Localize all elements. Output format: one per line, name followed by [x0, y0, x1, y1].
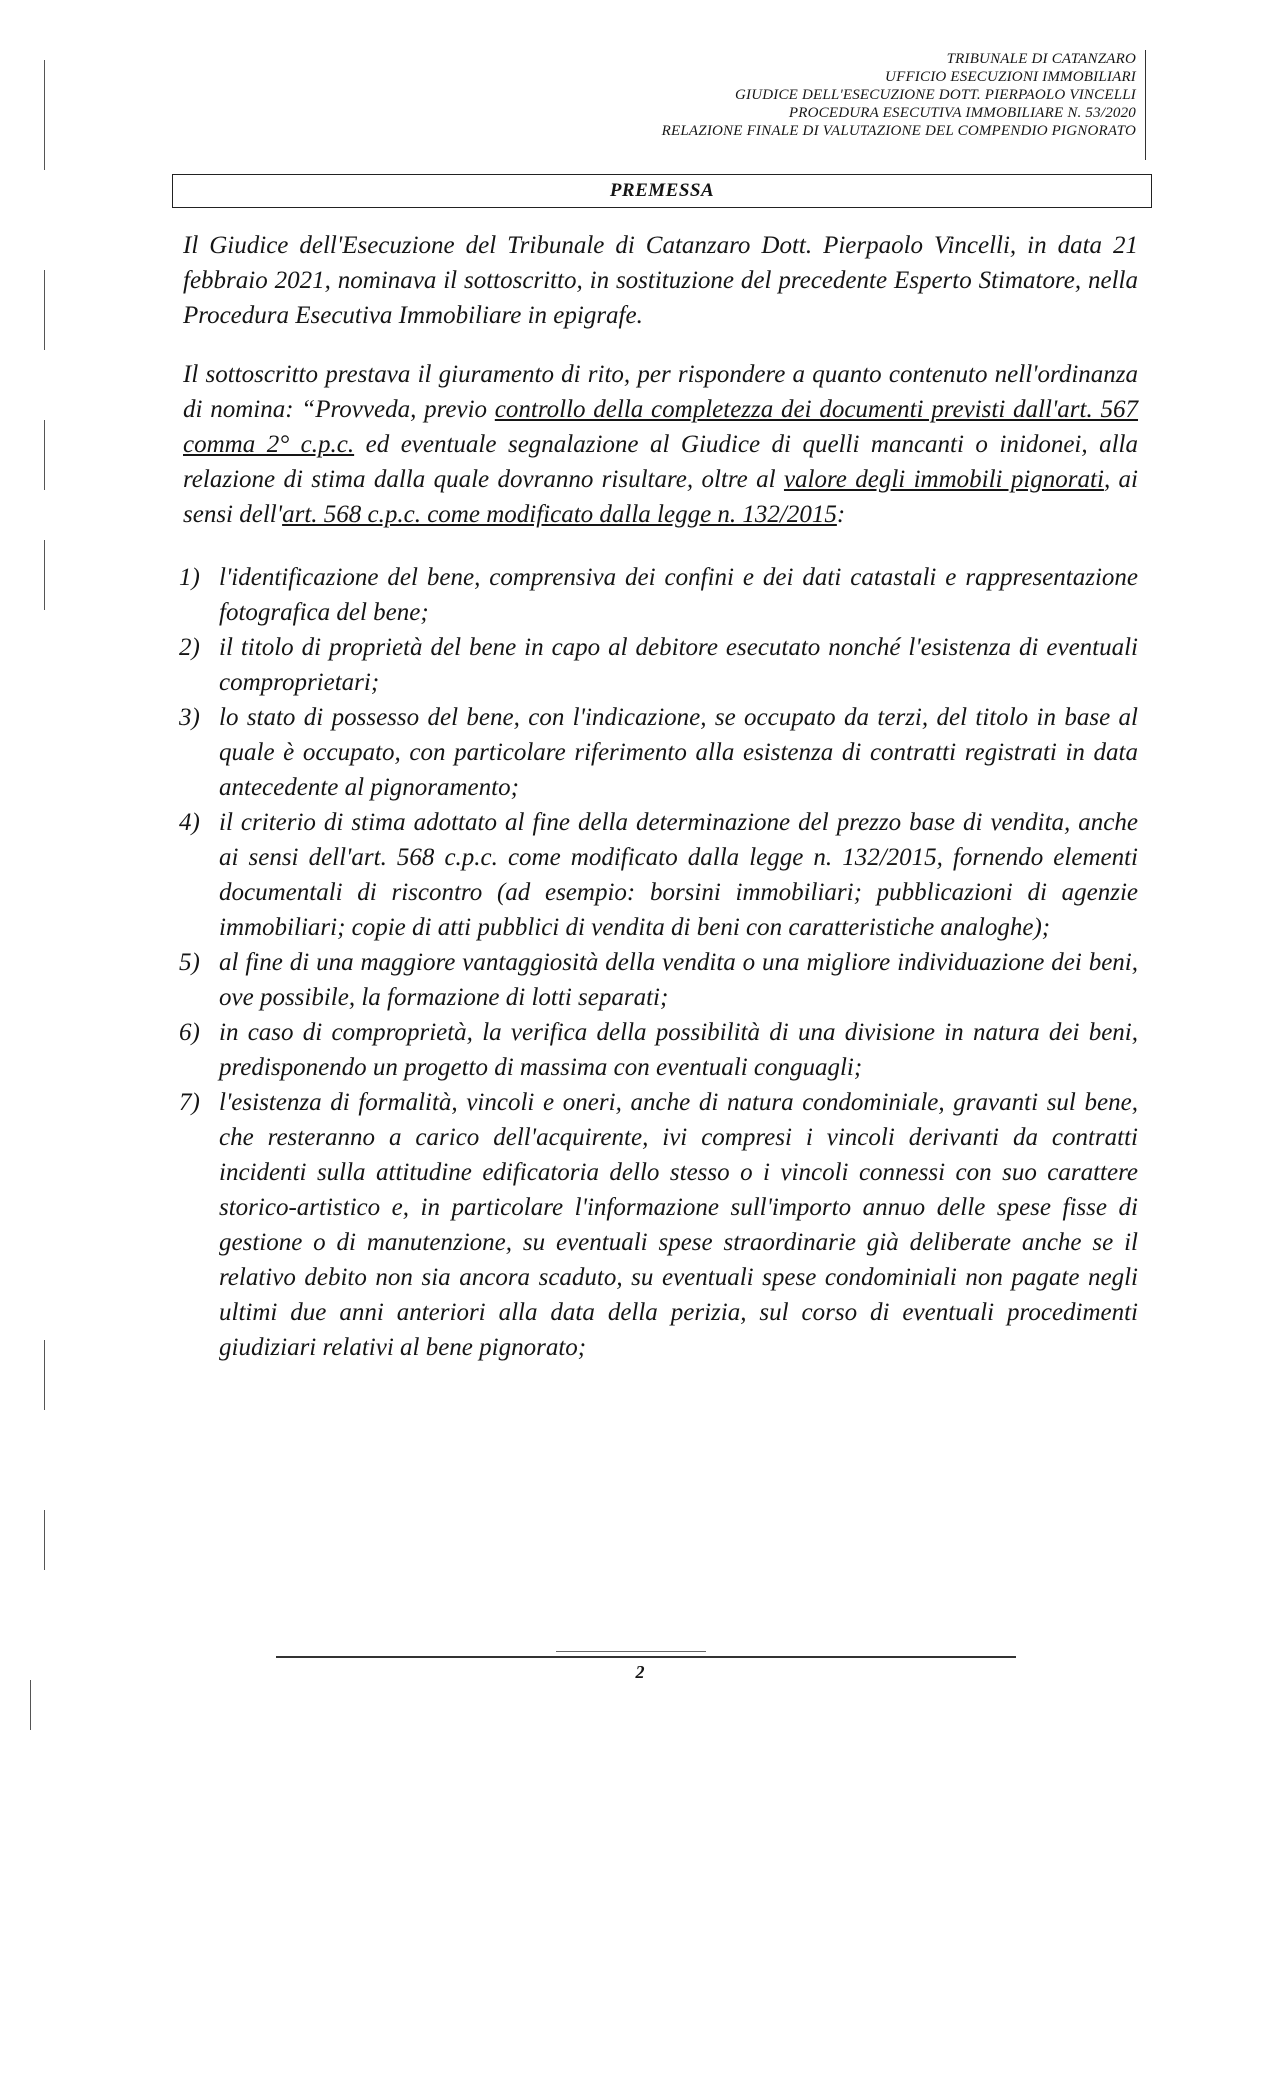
list-item-number: 2)	[179, 634, 200, 661]
document-header	[536, 50, 1136, 140]
footer-short-rule	[556, 1651, 706, 1652]
section-title-box	[172, 174, 1152, 208]
list-item	[179, 1085, 1138, 1365]
list-item-text: l'identificazione del bene, comprensiva dei confini e dei dati catastali e rappresentazione fotografica del bene;	[219, 564, 1138, 626]
scan-margin-mark	[44, 60, 45, 170]
list-item-number: 7)	[179, 1089, 200, 1116]
scan-margin-mark	[44, 1510, 45, 1570]
list-item	[179, 945, 1138, 1015]
header-line-report: RELAZIONE FINALE DI VALUTAZIONE DEL COMPENDIO PIGNORATO	[661, 123, 1136, 139]
list-item	[179, 1015, 1138, 1085]
oath-text-part2: ed eventuale segnalazione al Giudice di quelli mancanti o inidonei, alla relazione di stima dalla quale dovranno risultare, oltre al	[183, 431, 1138, 493]
oath-text-part1: Il sottoscritto prestava il giuramento di rito, per rispondere a quanto contenuto nell'ordinanza di nomina: “Provveda, previo	[183, 361, 1138, 423]
list-item	[179, 560, 1138, 630]
list-item-number: 5)	[179, 949, 200, 976]
tasks-list	[179, 560, 1138, 1365]
list-item-number: 6)	[179, 1019, 200, 1046]
oath-underlined-value: valore degli immobili pignorati	[783, 466, 1104, 493]
list-item-number: 3)	[179, 704, 200, 731]
list-item-text: il criterio di stima adottato al fine della determinazione del prezzo base di vendita, anche ai sensi dell'art. 568 c.p.c. come modificato dalla legge n. 132/2015, fornendo elementi documentali di riscontro (ad esempio: borsini immobiliari; pubblicazioni di agenzie immobiliari; copie di atti pubblici di vendita di beni con caratteristiche analoghe);	[219, 809, 1138, 941]
scan-margin-mark	[44, 1340, 45, 1410]
page-number: 2	[635, 1662, 645, 1682]
document-body	[179, 228, 1138, 1365]
list-item-text: lo stato di possesso del bene, con l'indicazione, se occupato da terzi, del titolo in base al quale è occupato, con particolare riferimento alla esistenza di contratti registrati in data antecedente al pignoramento;	[219, 704, 1138, 801]
scan-margin-mark	[44, 270, 45, 350]
header-line-procedure: PROCEDURA ESECUTIVA IMMOBILIARE N. 53/2020	[788, 105, 1136, 121]
oath-text-part4: :	[836, 501, 846, 528]
header-line-office: UFFICIO ESECUZIONI IMMOBILIARI	[885, 69, 1136, 85]
section-title: PREMESSA	[609, 180, 715, 201]
list-item-text: il titolo di proprietà del bene in capo al debitore esecutato nonché l'esistenza di eventuali comproprietari;	[219, 634, 1138, 696]
oath-underlined-documents: controllo della completezza dei documenti previsti dall'art. 567 comma 2° c.p.c.	[183, 396, 1138, 458]
list-item	[179, 805, 1138, 945]
oath-text-part3: , ai sensi dell'	[183, 466, 1138, 528]
oath-underlined-article: art. 568 c.p.c. come modificato dalla legge n. 132/2015	[282, 501, 837, 528]
header-vertical-rule	[1145, 50, 1146, 160]
paragraph-oath	[183, 357, 1138, 532]
header-line-judge: GIUDICE DELL'ESECUZIONE DOTT. PIERPAOLO VINCELLI	[734, 87, 1136, 103]
list-item-text: al fine di una maggiore vantaggiosità della vendita o una migliore individuazione dei beni, ove possibile, la formazione di lotti separati;	[219, 949, 1138, 1011]
scan-margin-mark	[44, 540, 45, 610]
list-item-text: l'esistenza di formalità, vincoli e oneri, anche di natura condominiale, gravanti sul bene, che resteranno a carico dell'acquirente, ivi compresi i vincoli derivanti da contratti incidenti sulla attitudine edificatoria dello stesso o i vincoli connessi con suo carattere storico-artistico e, in particolare l'informazione sull'importo annuo delle spese fisse di gestione o di manutenzione, su eventuali spese straordinarie già deliberate anche se il relativo debito non sia ancora scaduto, su eventuali spese condominiali non pagate negli ultimi due anni anteriori alla data della perizia, sul corso di eventuali procedimenti giudiziari relativi al bene pignorato;	[219, 1089, 1138, 1361]
scan-margin-mark	[44, 420, 45, 490]
footer-rule	[276, 1656, 1016, 1658]
list-item-number: 4)	[179, 809, 200, 836]
paragraph-appointment: Il Giudice dell'Esecuzione del Tribunale di Catanzaro Dott. Pierpaolo Vincelli, in data 21 febbraio 2021, nominava il sottoscritto, in sostituzione del precedente Esperto Stimatore, nella Procedura Esecutiva Immobiliare in epigrafe.	[183, 232, 1138, 329]
list-item	[179, 700, 1138, 805]
header-line-court: TRIBUNALE DI CATANZARO	[946, 51, 1136, 67]
list-item-text: in caso di comproprietà, la verifica della possibilità di una divisione in natura dei beni, predisponendo un progetto di massima con eventuali conguagli;	[219, 1019, 1138, 1081]
scan-margin-mark	[30, 1680, 31, 1730]
list-item-number: 1)	[179, 564, 200, 591]
list-item	[179, 630, 1138, 700]
